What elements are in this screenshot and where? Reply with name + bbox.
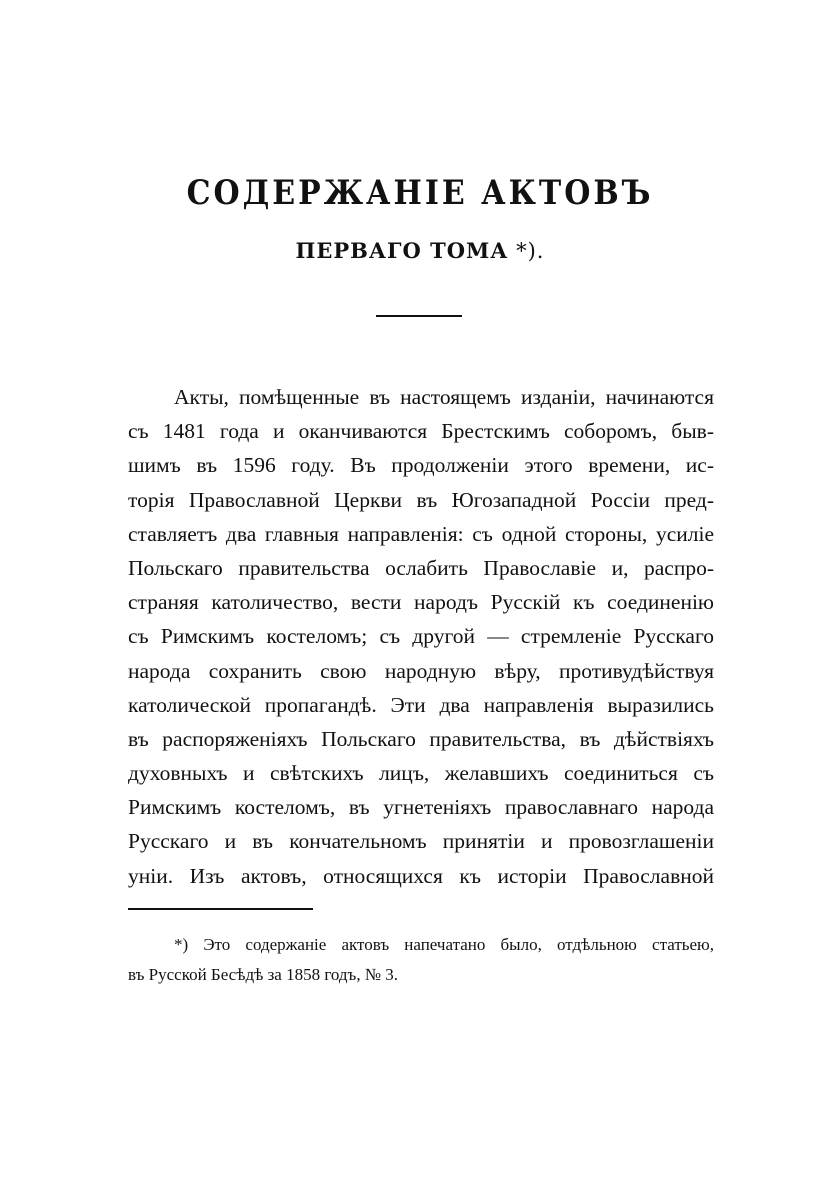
footnote xyxy=(128,930,714,990)
footnote-line: *) Это содержаніе актовъ напечатано было, отдѣльною статьею, xyxy=(174,935,714,954)
footnote-marker: *). xyxy=(508,239,545,263)
body-line: шимъ въ 1596 году. Въ продолженіи этого времени, ис- xyxy=(128,453,714,478)
body-line: въ распоряженіяхъ Польскаго правительства, въ дѣйствіяхъ xyxy=(128,726,714,751)
body-line: уніи. Изъ актовъ, относящихся къ исторіи Православной xyxy=(128,863,714,888)
page-title: СОДЕРЖАНІЕ АКТОВЪ xyxy=(186,173,654,214)
page-subtitle xyxy=(0,238,840,263)
body-line: духовныхъ и свѣтскихъ лицъ, желавшихъ соединиться съ xyxy=(128,761,714,786)
body-line: Русскаго и въ кончательномъ принятіи и провозглашеніи xyxy=(128,829,714,854)
body-paragraph xyxy=(128,380,714,893)
body-line: страняя католичество, вести народъ Русскій къ соединенію xyxy=(128,590,714,615)
title-divider xyxy=(376,315,462,317)
body-line: Акты, помѣщенные въ настоящемъ изданіи, начинаются xyxy=(174,385,714,409)
body-line: ставляетъ два главныя направленія: съ одной стороны, усиліе xyxy=(128,521,714,546)
body-line: торія Православной Церкви въ Югозападной Россіи пред- xyxy=(128,487,714,512)
body-line: съ 1481 года и оканчиваются Брестскимъ соборомъ, быв- xyxy=(128,419,714,444)
body-line: католической пропагандѣ. Эти два направленія выразились xyxy=(128,692,714,717)
footnote-line: въ Русской Бесѣдѣ за 1858 годъ, № 3. xyxy=(128,965,399,984)
body-line: народа сохранить свою народную вѣру, противудѣйствуя xyxy=(128,658,714,683)
body-line: Римскимъ костеломъ, въ угнетеніяхъ православнаго народа xyxy=(128,795,714,820)
body-line: съ Римскимъ костеломъ; съ другой — стремленіе Русскаго xyxy=(128,624,714,649)
footnote-divider xyxy=(128,908,313,910)
subtitle-text: ПЕРВАГО ТОМА xyxy=(295,238,509,263)
body-line: Польскаго правительства ослабить Православіе и, распро- xyxy=(128,555,714,580)
